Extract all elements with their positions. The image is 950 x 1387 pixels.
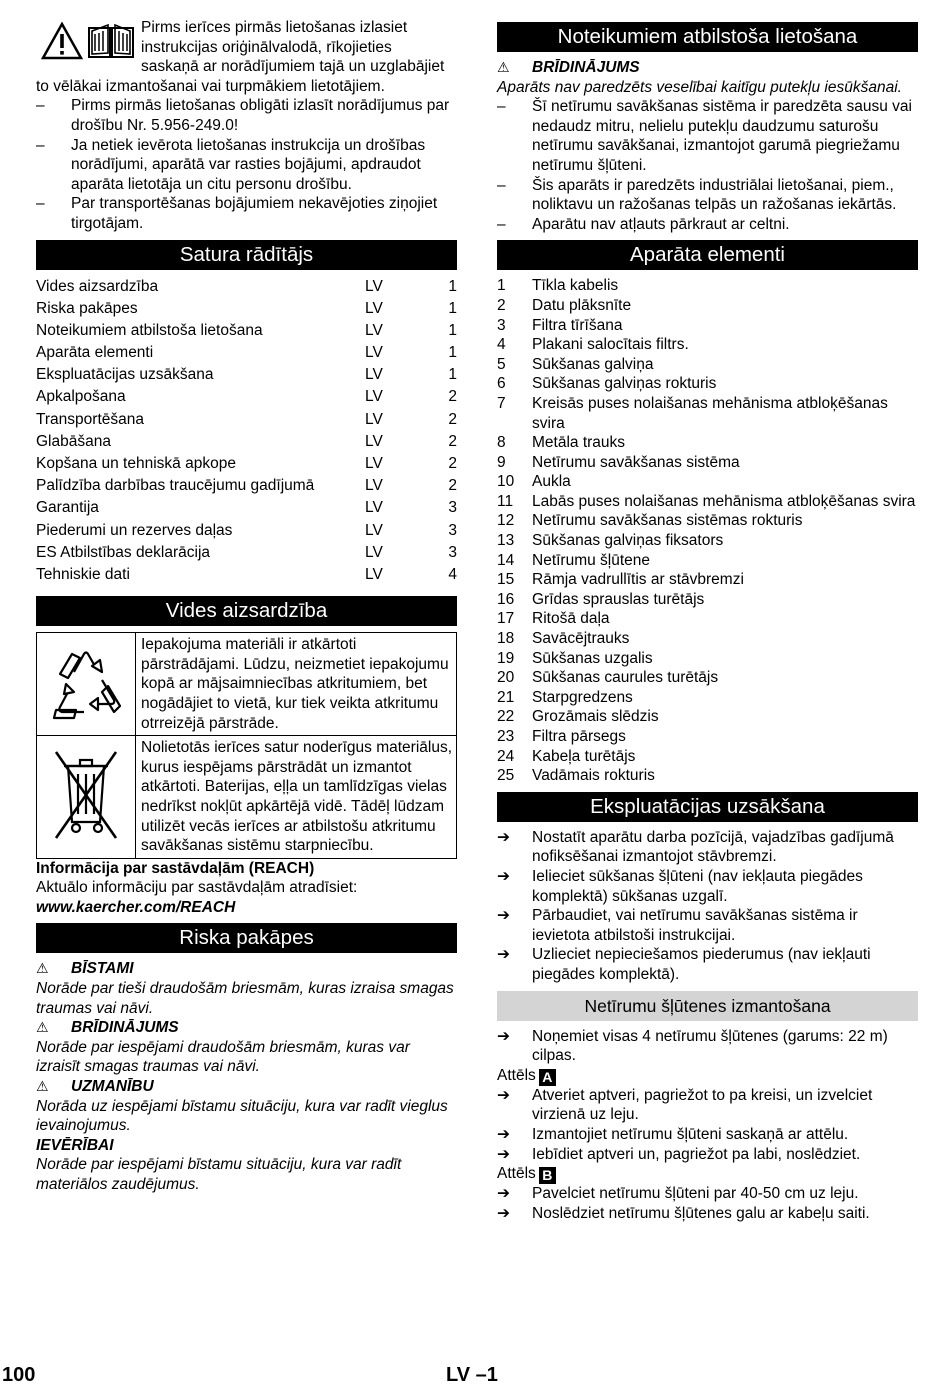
hose-step-text: Noslēdziet netīrumu šļūtenes galu ar kabeļu saiti. [532, 1204, 870, 1222]
usage-bullet-text: Šis aparāts ir paredzēts industriālai lietošanai, piem., noliktavu un ražošanas telpās un ražošanas iekārtās. [532, 176, 897, 214]
element-item [497, 453, 918, 473]
toc-row [36, 542, 457, 564]
toc-entry-page: 1 [448, 277, 457, 295]
element-name: Netīrumu savākšanas sistēma [532, 453, 740, 471]
element-number: 14 [497, 551, 515, 569]
warning-icon: ⚠ [36, 1078, 49, 1095]
toc-entry-name: Garantija [36, 499, 99, 517]
warning-icon: ⚠ [36, 1019, 49, 1036]
arrow-icon: ➔ [497, 1086, 510, 1104]
element-number: 9 [497, 453, 506, 471]
hose-step-text: Iebīdiet aptveri un, pagriežot pa labi, noslēdziet. [532, 1145, 861, 1163]
element-name: Kabeļa turētājs [532, 747, 636, 765]
toc-entry-lang: LV [365, 455, 383, 473]
toc-entry-name: Transportēšana [36, 410, 144, 428]
toc-entry-page: 2 [448, 410, 457, 428]
toc-entry-lang: LV [365, 432, 383, 450]
toc-entry-lang: LV [365, 344, 383, 362]
startup-steps [497, 828, 918, 985]
element-number: 11 [497, 492, 514, 510]
element-number: 21 [497, 688, 515, 706]
figure-a-ref [497, 1066, 918, 1086]
section-page [446, 1366, 498, 1386]
arrow-icon: ➔ [497, 1204, 510, 1222]
figure-a-label: A [539, 1069, 556, 1086]
toc-entry-page: 1 [448, 299, 457, 317]
element-item [497, 492, 918, 512]
element-name: Sūkšanas galviņas fiksators [532, 532, 724, 550]
toc-row [36, 320, 457, 342]
toc-entry-name: ES Atbilstības deklarācija [36, 543, 211, 561]
toc-entry-page: 3 [448, 521, 457, 539]
right-column [497, 18, 918, 1223]
risk-heading: Riska pakāpes [36, 923, 457, 953]
element-number: 12 [497, 512, 515, 530]
toc-entry-page: 2 [448, 388, 457, 406]
element-number: 17 [497, 610, 515, 628]
arrow-icon: ➔ [497, 1125, 510, 1143]
crossed-bin-icon [44, 742, 128, 852]
warning-icon: ⚠ [497, 59, 510, 75]
toc-row [36, 342, 457, 364]
element-item [497, 747, 918, 767]
element-number: 10 [497, 473, 515, 491]
env-row-recycle [37, 633, 456, 735]
element-name: Labās puses nolaišanas mehānisma atbloķēšanas svira [532, 492, 916, 510]
intro-block [36, 18, 457, 234]
figure-word: Attēls [497, 1165, 536, 1183]
element-number: 20 [497, 669, 515, 687]
element-name: Metāla trauks [532, 434, 626, 452]
hose-steps-b [497, 1184, 918, 1223]
element-item [497, 316, 918, 336]
intro-bullet-text: Ja netiek ievērota lietošanas instrukcija un drošības norādījumi, aparātā var rasties bojājumi, apdraudot aparāta lietotāja un citu personu drošību. [71, 136, 426, 193]
toc-entry-page: 4 [448, 565, 457, 583]
toc-entry-lang: LV [365, 565, 383, 583]
startup-step-text: Ielieciet sūkšanas šļūteni (nav iekļauta piegādes komplektā) sūkšanas uzgalī. [532, 867, 863, 905]
element-item [497, 570, 918, 590]
elements-list [497, 276, 918, 785]
usage-bullet [497, 215, 918, 235]
hose-steps-a [497, 1086, 918, 1164]
element-number: 3 [497, 316, 506, 334]
env-recycle-text: Iepakojuma materiāli ir atkārtoti pārstrādājami. Lūdzu, neizmetiet iepakojumu kopā ar mājsaimniecības atkritumiem, bet nogādājiet to vietā, kur tiek veikta atkritumu otrreizējā pārstrāde. [141, 636, 449, 732]
element-name: Savācējtrauks [532, 630, 630, 648]
toc-entry-name: Ekspluatācijas uzsākšana [36, 366, 214, 384]
figure-b-ref [497, 1164, 918, 1184]
element-name: Aukla [532, 473, 571, 491]
risk-level-text: Norāde par iespējami draudošām briesmām, kuras var izraisīt smagas traumas vai nāvi. [36, 1038, 410, 1076]
usage-warning-text: Aparāts nav paredzēts veselībai kaitīgu putekļu iesūkšanai. [497, 78, 902, 96]
element-item [497, 551, 918, 571]
hose-step [497, 1145, 918, 1165]
element-name: Plakani salocītais filtrs. [532, 336, 689, 354]
element-number: 15 [497, 571, 515, 589]
toc-row [36, 298, 457, 320]
usage-heading: Noteikumiem atbilstoša lietošana [497, 22, 918, 52]
toc-entry-lang: LV [365, 521, 383, 539]
element-number: 7 [497, 394, 506, 412]
element-item [497, 276, 918, 296]
manual-book-icon [86, 22, 136, 60]
startup-step-text: Nostatīt aparātu darba pozīcijā, vajadzības gadījumā nofiksēšanai izmantojot stāvbremzi. [532, 828, 894, 866]
toc-row [36, 276, 457, 298]
element-item [497, 629, 918, 649]
element-number: 5 [497, 355, 506, 373]
arrow-icon: ➔ [497, 1185, 510, 1203]
toc-entry-lang: LV [365, 410, 383, 428]
toc-entry-page: 3 [448, 543, 457, 561]
figure-b-label: B [539, 1167, 556, 1184]
intro-bullet [36, 194, 457, 233]
toc-entry-name: Glabāšana [36, 432, 111, 450]
element-item [497, 296, 918, 316]
hose-heading: Netīrumu šļūtenes izmantošana [497, 991, 918, 1021]
arrow-icon: ➔ [497, 907, 510, 925]
left-column [36, 18, 457, 1195]
section-dash: – [475, 1364, 487, 1386]
element-name: Sūkšanas galviņas rokturis [532, 375, 717, 393]
element-item [497, 433, 918, 453]
risk-level-text: Norāde par tieši draudošām briesmām, kuras izraisa smagas traumas vai nāvi. [36, 980, 454, 1017]
usage-bullets [497, 97, 918, 234]
risk-level-label [36, 1136, 457, 1156]
risk-level-text: Norāda uz iespējami bīstamu situāciju, kura var radīt vieglus ievainojumus. [36, 1097, 448, 1135]
element-number: 4 [497, 336, 506, 354]
risk-level-word: BĪSTAMI [71, 960, 134, 978]
page-number: 100 [2, 1364, 36, 1386]
reach-link[interactable]: www.kaercher.com/REACH [36, 898, 236, 916]
element-name: Filtra pārsegs [532, 728, 626, 745]
toc-row [36, 409, 457, 431]
intro-bullet-text: Par transportēšanas bojājumiem nekavējoties ziņojiet tirgotājam. [71, 195, 438, 232]
intro-text-rest: to vēlākai izmantošanai vai turpmākiem lietotājiem. [36, 77, 385, 95]
element-number: 1 [497, 277, 506, 295]
element-name: Vadāmais rokturis [532, 767, 655, 785]
risk-level-word: IEVĒRĪBAI [36, 1136, 114, 1154]
toc-heading: Satura rādītājs [36, 240, 457, 270]
element-item [497, 609, 918, 629]
element-number: 13 [497, 532, 515, 550]
intro-bullet-text: Pirms pirmās lietošanas obligāti izlasīt norādījumus par drošību Nr. 5.956-249.0! [71, 97, 450, 134]
toc-entry-lang: LV [365, 321, 383, 339]
element-number: 18 [497, 630, 515, 648]
toc-row [36, 497, 457, 519]
usage-warning-label [497, 58, 918, 78]
startup-step-text: Pārbaudiet, vai netīrumu savākšanas sistēma ir ievietota atbilstoši instrukcijai. [532, 907, 858, 944]
startup-step [497, 906, 918, 945]
toc-entry-name: Apkalpošana [36, 388, 126, 406]
bullet-mark: – [36, 136, 45, 154]
warning-triangle-icon [41, 22, 83, 60]
hose-step [497, 1184, 918, 1204]
env-icon-cell [37, 736, 136, 858]
element-number: 19 [497, 649, 515, 667]
startup-step [497, 828, 918, 867]
hose-step-text: Atveriet aptveri, pagriežot to pa kreisi, un izvelciet virzienā uz leju. [532, 1086, 873, 1124]
elements-heading: Aparāta elementi [497, 240, 918, 270]
env-row-weee [37, 735, 456, 858]
startup-step-text: Uzlieciet nepieciešamos piederumus (nav iekļauti piegādes komplektā). [532, 946, 871, 983]
toc-entry-lang: LV [365, 477, 383, 495]
element-item [497, 355, 918, 375]
env-heading: Vides aizsardzība [36, 596, 457, 626]
figure-word: Attēls [497, 1066, 536, 1084]
toc-row [36, 453, 457, 475]
bullet-mark: – [497, 215, 506, 233]
element-name: Ritošā daļa [532, 610, 610, 628]
risk-level-word: BRĪDINĀJUMS [71, 1019, 179, 1037]
toc-entry-page: 1 [448, 321, 457, 339]
element-name: Tīkla kabelis [532, 277, 619, 295]
element-item [497, 649, 918, 669]
toc-entry-page: 3 [448, 499, 457, 517]
toc-entry-name: Kopšana un tehniskā apkope [36, 455, 236, 473]
toc-row [36, 564, 457, 586]
bullet-mark: – [36, 195, 45, 213]
hose-step-text: Izmantojiet netīrumu šļūteni saskaņā ar attēlu. [532, 1125, 849, 1143]
risk-level-label [36, 1077, 457, 1097]
arrow-icon: ➔ [497, 867, 510, 885]
element-name: Sūkšanas galviņa [532, 355, 654, 373]
toc-entry-lang: LV [365, 543, 383, 561]
toc-row [36, 364, 457, 386]
element-name: Sūkšanas uzgalis [532, 649, 653, 667]
startup-heading: Ekspluatācijas uzsākšana [497, 792, 918, 822]
bullet-mark: – [497, 98, 506, 116]
element-name: Datu plāksnīte [532, 296, 632, 314]
element-item [497, 688, 918, 708]
usage-bullet-text: Aparātu nav atļauts pārkraut ar celtni. [532, 215, 790, 233]
usage-bullet-text: Šī netīrumu savākšanas sistēma ir paredzēta sausu vai nedaudz mitru, nelielu putekļu daudzumu saturošu netīrumu savākšanai, izmantojot garumā piegriežamu netīrumu šļūteni. [532, 98, 912, 174]
toc-entry-name: Aparāta elementi [36, 344, 154, 362]
section-code: LV [446, 1364, 471, 1386]
toc-entry-lang: LV [365, 299, 383, 317]
element-item [497, 394, 918, 433]
toc-entry-lang: LV [365, 388, 383, 406]
element-item [497, 511, 918, 531]
risk-level-word: UZMANĪBU [71, 1078, 154, 1096]
intro-icons [41, 22, 136, 60]
element-item [497, 374, 918, 394]
element-item [497, 727, 918, 747]
usage-bullet [497, 176, 918, 215]
arrow-icon: ➔ [497, 1145, 510, 1163]
element-number: 6 [497, 375, 506, 393]
toc-row [36, 475, 457, 497]
hose-step [497, 1086, 918, 1125]
toc-entry-lang: LV [365, 499, 383, 517]
toc-entry-name: Tehniskie dati [36, 565, 130, 583]
toc-entry-page: 1 [448, 366, 457, 384]
risk-levels [36, 959, 457, 1194]
toc-entry-name: Riska pakāpes [36, 299, 138, 317]
startup-step [497, 867, 918, 906]
element-item [497, 335, 918, 355]
element-name: Sūkšanas caurules turētājs [532, 669, 719, 687]
startup-step [497, 945, 918, 984]
element-name: Kreisās puses nolaišanas mehānisma atbloķēšanas svira [532, 394, 888, 432]
table-of-contents [36, 276, 457, 587]
risk-level-label [36, 1018, 457, 1038]
element-item [497, 531, 918, 551]
toc-row [36, 431, 457, 453]
hose-step [497, 1125, 918, 1145]
section-page-number: 1 [486, 1364, 498, 1386]
element-number: 25 [497, 767, 515, 785]
bullet-mark: – [497, 176, 506, 194]
arrow-icon: ➔ [497, 828, 510, 846]
intro-bullet [36, 136, 457, 195]
hose-step [497, 1204, 918, 1224]
toc-entry-name: Palīdzība darbības traucējumu gadījumā [36, 477, 315, 495]
arrow-icon: ➔ [497, 1027, 510, 1045]
element-number: 23 [497, 728, 515, 745]
toc-row [36, 386, 457, 408]
bullet-mark: – [36, 97, 45, 115]
element-item [497, 590, 918, 610]
toc-entry-name: Noteikumiem atbilstoša lietošana [36, 321, 263, 339]
toc-entry-lang: LV [365, 366, 383, 384]
element-name: Grozāmais slēdzis [532, 708, 659, 726]
warning-icon: ⚠ [36, 960, 49, 977]
toc-entry-name: Vides aizsardzība [36, 277, 159, 295]
element-number: 22 [497, 708, 515, 726]
usage-bullet [497, 97, 918, 175]
intro-text-wrapped: Pirms ierīces pirmās lietošanas izlasiet instrukcijas oriģinālvalodā, rīkojieties saskaņā ar norādījumiem tajā un uzglabājiet [141, 19, 445, 76]
toc-entry-page: 2 [448, 432, 457, 450]
reach-text: Aktuālo informāciju par sastāvdaļām atradīsiet: [36, 879, 358, 897]
env-icon-cell [37, 633, 136, 735]
toc-entry-page: 1 [448, 344, 457, 362]
element-name: Filtra tīrīšana [532, 316, 623, 334]
risk-level-label [36, 959, 457, 979]
arrow-icon: ➔ [497, 946, 510, 964]
element-number: 24 [497, 747, 515, 765]
element-number: 16 [497, 590, 515, 608]
hose-step-text: Pavelciet netīrumu šļūteni par 40-50 cm uz leju. [532, 1185, 859, 1203]
element-name: Netīrumu šļūtene [532, 551, 651, 569]
hose-step-text: Noņemiet visas 4 netīrumu šļūtenes (garums: 22 m) cilpas. [532, 1027, 888, 1065]
element-name: Grīdas sprauslas turētājs [532, 590, 705, 608]
intro-bullet [36, 96, 457, 135]
element-name: Netīrumu savākšanas sistēmas rokturis [532, 512, 803, 530]
recycle-icon [44, 642, 128, 726]
element-name: Rāmja vadrullītis ar stāvbremzi [532, 571, 744, 589]
toc-row [36, 520, 457, 542]
element-item [497, 707, 918, 727]
element-item [497, 766, 918, 786]
toc-entry-name: Piederumi un rezerves daļas [36, 521, 233, 539]
reach-title: Informācija par sastāvdaļām (REACH) [36, 859, 315, 877]
element-number: 8 [497, 434, 506, 452]
toc-entry-lang: LV [365, 277, 383, 295]
element-name: Starpgredzens [532, 688, 633, 706]
env-table [36, 632, 457, 859]
toc-entry-page: 2 [448, 455, 457, 473]
env-weee-text: Nolietotās ierīces satur noderīgus materiālus, kurus iespējams pārstrādāt un izmantot atkārtoti. Baterijas, eļļa un tamlīdzīgas vielas nedrīkst nokļūt apkārtējā vidē. Tādēļ lūdzam utilizēt vecās ierīces ar atbilstošu atkritumu savākšanas sistēmu starpniecību. [141, 739, 453, 855]
element-item [497, 668, 918, 688]
risk-level-text: Norāde par iespējami bīstamu situāciju, kura var radīt materiālos zaudējumus. [36, 1156, 402, 1193]
element-item [497, 472, 918, 492]
usage-warning-word: BRĪDINĀJUMS [532, 59, 640, 76]
hose-step [497, 1027, 918, 1066]
element-number: 2 [497, 296, 506, 314]
toc-entry-page: 2 [448, 477, 457, 495]
